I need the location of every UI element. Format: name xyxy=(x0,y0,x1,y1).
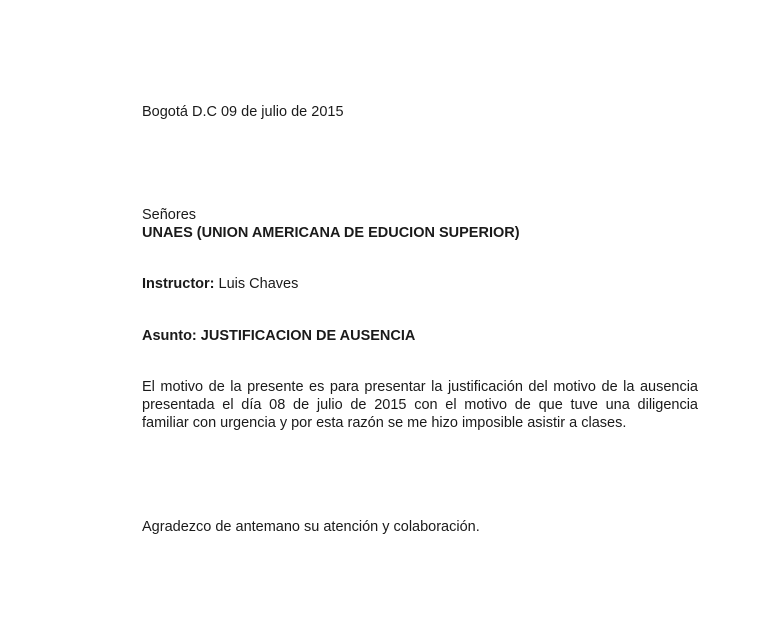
closing-line: Agradezco de antemano su atención y colaboración. xyxy=(142,519,480,535)
body-line-3: familiar con urgencia y por esta razón se me hizo imposible asistir a clases. xyxy=(142,415,627,431)
body-paragraph xyxy=(142,378,698,432)
body-line-1: El motivo de la presente es para presentar la justificación del motivo de la ausencia xyxy=(142,379,698,395)
recipient-organization: UNAES (UNION AMERICANA DE EDUCION SUPERIOR) xyxy=(142,225,520,241)
body-line-2: presentada el día 08 de julio de 2015 con el motivo de que tuve una diligencia xyxy=(142,397,698,413)
instructor-name: Luis Chaves xyxy=(214,276,299,292)
instructor-label: Instructor: xyxy=(142,276,215,292)
recipient-label: Señores xyxy=(142,207,197,223)
date-line: Bogotá D.C 09 de julio de 2015 xyxy=(142,104,344,120)
subject-line: Asunto: JUSTIFICACION DE AUSENCIA xyxy=(142,328,416,344)
instructor-line xyxy=(142,275,298,293)
